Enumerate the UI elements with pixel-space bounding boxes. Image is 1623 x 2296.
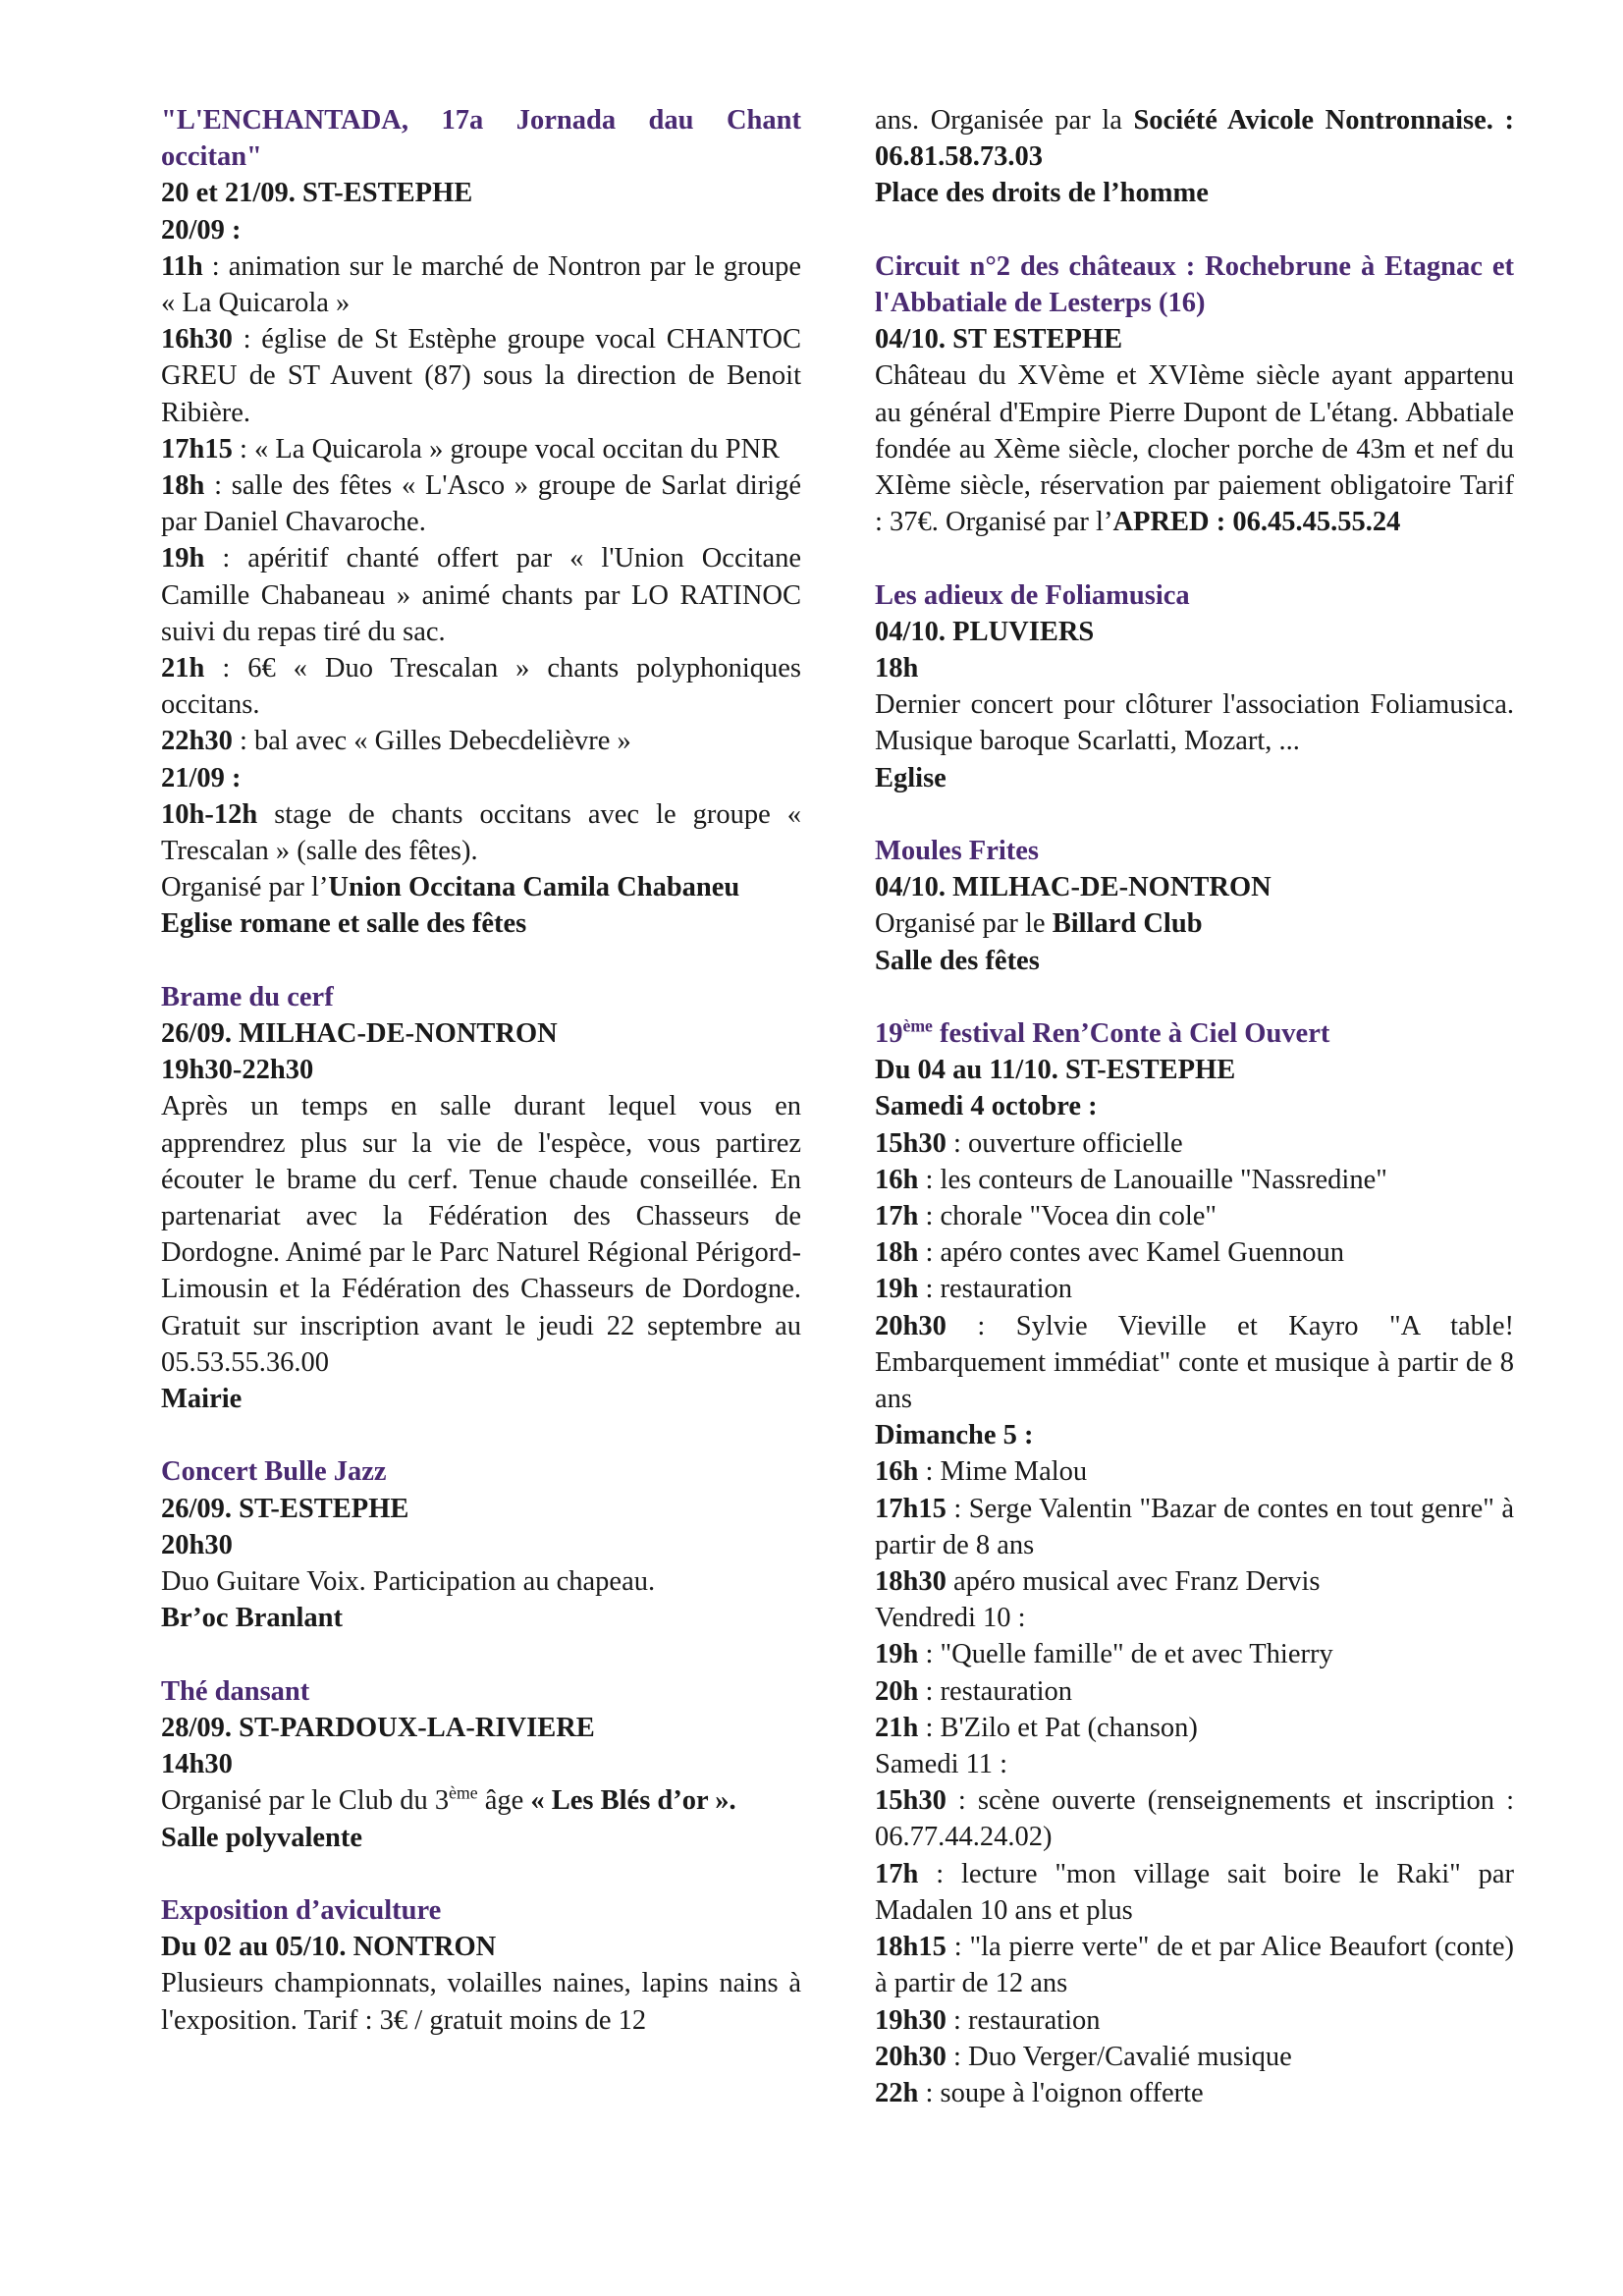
event-detail-bold: 21/09 : <box>161 762 242 793</box>
superscript: ème <box>449 1782 478 1803</box>
time-label: 19h <box>875 1274 919 1305</box>
event-text <box>875 1856 1514 1929</box>
time-label: 17h15 <box>161 433 233 465</box>
text-segment: âge <box>477 1785 531 1817</box>
text-segment: Après un temps en salle durant lequel vous en apprendrez plus sur la vie de l'espèce, vous partirez écouter le brame du cerf. Tenue chaude conseillée. En partenariat avec la Fédération des Chasseurs de Dordogne. Animé par le Parc Naturel Régional Périgord-Limousin et la Fédération des Chasseurs de Dordogne. Gratuit sur inscription avant le jeudi 22 septembre au 05.53.55.36.00 <box>161 1091 801 1378</box>
event-title: Concert Bulle Jazz <box>161 1456 387 1488</box>
text-segment: ans. Organisée par la <box>875 105 1134 136</box>
organizer-name: APRED : 06.45.45.55.24 <box>1112 507 1401 538</box>
event-title: Circuit n°2 des châteaux : Rochebrune à Etagnac et l'Abbatiale de Lesterps (16) <box>875 250 1514 318</box>
text-segment: Organisé par le Club du 3 <box>161 1785 450 1817</box>
time-label: 17h15 <box>875 1493 947 1524</box>
event-text <box>875 1636 1514 1672</box>
text-segment: : "la pierre verte" de et par Alice Beaufort (conte) à partir de 12 ans <box>875 1932 1514 1999</box>
event-text <box>875 1453 1514 1490</box>
event-detail-bold: Eglise romane et salle des fêtes <box>161 908 527 940</box>
text-segment: : ouverture officielle <box>946 1127 1183 1159</box>
event-text <box>875 1234 1514 1271</box>
event-the-dansant <box>161 1673 801 1856</box>
event-text <box>875 1271 1514 1307</box>
time-label: 17h <box>875 1858 919 1889</box>
event-foliamusica <box>875 577 1514 796</box>
event-circuit <box>875 248 1514 541</box>
event-text <box>875 1563 1514 1600</box>
event-text <box>875 1746 1514 1782</box>
event-text <box>161 248 801 321</box>
text-segment: : apéro contes avec Kamel Guennoun <box>918 1237 1345 1269</box>
event-detail-bold: Mairie <box>161 1384 243 1415</box>
event-detail-bold: Dimanche 5 : <box>875 1420 1034 1451</box>
text-segment: Plusieurs championnats, volailles naines, lapins nains à l'exposition. Tarif : 3€ / gratuit moins de 12 <box>161 1968 801 2036</box>
text-segment: Vendredi 10 : <box>875 1603 1026 1634</box>
event-detail-bold: Du 04 au 11/10. ST-ESTEPHE <box>875 1055 1236 1086</box>
event-text <box>875 1929 1514 2001</box>
time-label: 16h <box>875 1456 919 1488</box>
event-text <box>875 1308 1514 1418</box>
organizer-name: « Les Blés d’or ». <box>530 1785 736 1817</box>
time-label: 11h <box>161 250 203 282</box>
event-detail-bold: 20 et 21/09. ST-ESTEPHE <box>161 178 473 209</box>
text-segment: : lecture "mon village sait boire le Raki" par Madalen 10 ans et plus <box>875 1858 1514 1926</box>
text-segment: : les conteurs de Lanouaille "Nassredine" <box>918 1164 1387 1195</box>
event-renconte <box>875 1015 1514 2111</box>
event-detail-bold: 14h30 <box>161 1749 233 1780</box>
event-aviculture-cont <box>875 102 1514 212</box>
event-text <box>161 431 801 467</box>
event-text <box>875 2002 1514 2039</box>
text-segment: : B'Zilo et Pat (chanson) <box>918 1712 1198 1743</box>
event-text <box>875 1673 1514 1710</box>
time-label: 18h <box>875 1237 919 1269</box>
event-detail-bold: Salle des fêtes <box>875 945 1040 976</box>
text-segment: : Serge Valentin "Bazar de contes en tout genre" à partir de 8 ans <box>875 1493 1514 1560</box>
event-text <box>875 357 1514 540</box>
text-segment: Organisé par le <box>875 908 1053 940</box>
event-text <box>161 1965 801 2038</box>
event-detail-bold: 26/09. ST-ESTEPHE <box>161 1493 409 1524</box>
text-segment: : bal avec « Gilles Debecdelièvre » <box>232 726 631 757</box>
event-detail-bold: 18h <box>875 653 919 684</box>
event-text <box>875 1198 1514 1234</box>
event-title: "L'ENCHANTADA, 17a Jornada dau Chant occitan" <box>161 105 801 173</box>
event-detail-bold: 26/09. MILHAC-DE-NONTRON <box>161 1018 558 1050</box>
title-part: festival Ren’Conte à Ciel Ouvert <box>932 1018 1330 1050</box>
event-title <box>875 1015 1514 1052</box>
time-label: 15h30 <box>875 1127 947 1159</box>
event-text <box>161 796 801 869</box>
text-segment: Duo Guitare Voix. Participation au chapeau. <box>161 1566 656 1598</box>
title-superscript: ème <box>902 1015 933 1036</box>
event-brame <box>161 979 801 1417</box>
event-detail-bold: 04/10. MILHAC-DE-NONTRON <box>875 872 1271 903</box>
event-detail-bold: Br’oc Branlant <box>161 1603 343 1634</box>
text-segment: : Duo Verger/Cavalié musique <box>946 2041 1292 2072</box>
text-segment: apéro musical avec Franz Dervis <box>946 1566 1321 1598</box>
event-detail-bold: 20h30 <box>161 1529 233 1560</box>
text-segment: Samedi 11 : <box>875 1749 1008 1780</box>
time-label: 19h30 <box>875 2004 947 2036</box>
title-part: 19 <box>875 1018 903 1050</box>
text-segment: : restauration <box>918 1675 1073 1707</box>
organizer-name: Billard Club <box>1052 908 1203 940</box>
event-detail-bold: 04/10. ST ESTEPHE <box>875 324 1123 355</box>
event-text <box>875 2075 1514 2111</box>
organizer-name: Société Avicole Nontronnaise. : 06.81.58.73.03 <box>875 105 1514 173</box>
time-label: 10h-12h <box>161 798 258 830</box>
event-detail-bold: 19h30-22h30 <box>161 1055 314 1086</box>
text-segment: : apéritif chanté offert par « l'Union Occitane Camille Chabaneau » animé chants par LO RATINOC suivi du repas tiré du sac. <box>161 543 801 647</box>
event-text <box>161 869 801 905</box>
time-label: 22h30 <box>161 726 233 757</box>
time-label: 22h <box>875 2077 919 2108</box>
time-label: 21h <box>875 1712 919 1743</box>
event-detail-bold: 04/10. PLUVIERS <box>875 616 1095 647</box>
event-text <box>161 650 801 723</box>
text-segment: : église de St Estèphe groupe vocal CHANTOC GREU de ST Auvent (87) sous la direction de Benoit Ribière. <box>161 324 801 428</box>
event-text <box>875 1710 1514 1746</box>
time-label: 16h30 <box>161 324 233 355</box>
text-segment: Château du XVème et XVIème siècle ayant appartenu au général d'Empire Pierre Dupont de L'étang. Abbatiale fondée au Xème siècle, clocher porche de 43m et nef du XIème siècle, réservation par paiement obligatoire Tarif : 37€. Organisé par l’ <box>875 360 1514 538</box>
event-text <box>875 102 1514 175</box>
text-segment: : soupe à l'oignon offerte <box>918 2077 1204 2108</box>
text-segment: : Sylvie Vieville et Kayro "A table! Embarquement immédiat" conte et musique à partir de 8 ans <box>875 1310 1514 1415</box>
time-label: 18h <box>161 470 205 502</box>
event-text <box>875 1600 1514 1636</box>
event-text <box>161 1088 801 1381</box>
event-text <box>875 1162 1514 1198</box>
text-segment: : « La Quicarola » groupe vocal occitan du PNR <box>232 433 781 465</box>
right-column <box>875 102 1514 2148</box>
event-text <box>875 1125 1514 1162</box>
event-title: Thé dansant <box>161 1675 310 1707</box>
event-title: Brame du cerf <box>161 981 334 1012</box>
event-text <box>161 321 801 431</box>
event-detail-bold: Eglise <box>875 762 947 793</box>
text-segment: : "Quelle famille" de et avec Thierry <box>918 1639 1333 1670</box>
text-segment: : animation sur le marché de Nontron par le groupe « La Quicarola » <box>161 250 801 319</box>
event-detail-bold: Salle polyvalente <box>161 1822 363 1853</box>
event-title: Les adieux de Foliamusica <box>875 579 1190 611</box>
time-label: 19h <box>161 543 205 574</box>
event-text <box>161 467 801 540</box>
time-label: 18h30 <box>875 1566 947 1598</box>
event-enchantada <box>161 102 801 943</box>
text-segment: stage de chants occitans avec le groupe « Trescalan » (salle des fêtes). <box>161 798 801 867</box>
event-text <box>161 540 801 650</box>
time-label: 20h30 <box>875 1310 947 1341</box>
event-bulle-jazz <box>161 1453 801 1636</box>
event-text <box>875 1491 1514 1563</box>
event-detail-bold: Place des droits de l’homme <box>875 178 1209 209</box>
text-segment: : Mime Malou <box>918 1456 1088 1488</box>
text-segment: : salle des fêtes « L'Asco » groupe de Sarlat dirigé par Daniel Chavaroche. <box>161 470 801 538</box>
time-label: 19h <box>875 1639 919 1670</box>
text-segment: : scène ouverte (renseignements et inscription : 06.77.44.24.02) <box>875 1785 1514 1853</box>
event-text <box>875 686 1514 759</box>
event-detail-bold: 28/09. ST-PARDOUX-LA-RIVIERE <box>161 1712 595 1743</box>
event-text <box>875 905 1514 942</box>
event-text <box>161 1782 801 1819</box>
event-moules <box>875 833 1514 979</box>
text-segment: : restauration <box>918 1274 1073 1305</box>
event-aviculture <box>161 1892 801 2039</box>
organizer-name: Union Occitana Camila Chabaneu <box>328 872 740 903</box>
event-detail-bold: Samedi 4 octobre : <box>875 1091 1098 1122</box>
event-title: Exposition d’aviculture <box>161 1894 442 1926</box>
event-text <box>161 723 801 759</box>
time-label: 16h <box>875 1164 919 1195</box>
event-text <box>875 1782 1514 1855</box>
event-detail-bold: Du 02 au 05/10. NONTRON <box>161 1932 497 1963</box>
time-label: 20h <box>875 1675 919 1707</box>
text-segment: : restauration <box>946 2004 1101 2036</box>
text-segment: : 6€ « Duo Trescalan » chants polyphoniques occitans. <box>161 653 801 721</box>
event-title: Moules Frites <box>875 836 1039 867</box>
time-label: 18h15 <box>875 1932 947 1963</box>
text-segment: : chorale "Vocea din cole" <box>918 1201 1217 1232</box>
text-segment: Dernier concert pour clôturer l'association Foliamusica. Musique baroque Scarlatti, Mozart, ... <box>875 689 1514 757</box>
event-text <box>875 2039 1514 2075</box>
event-text <box>161 1563 801 1600</box>
time-label: 21h <box>161 653 205 684</box>
event-detail-bold: 20/09 : <box>161 214 242 246</box>
time-label: 15h30 <box>875 1785 947 1817</box>
left-column <box>161 102 801 2075</box>
time-label: 17h <box>875 1201 919 1232</box>
text-segment: Organisé par l’ <box>161 872 329 903</box>
time-label: 20h30 <box>875 2041 947 2072</box>
